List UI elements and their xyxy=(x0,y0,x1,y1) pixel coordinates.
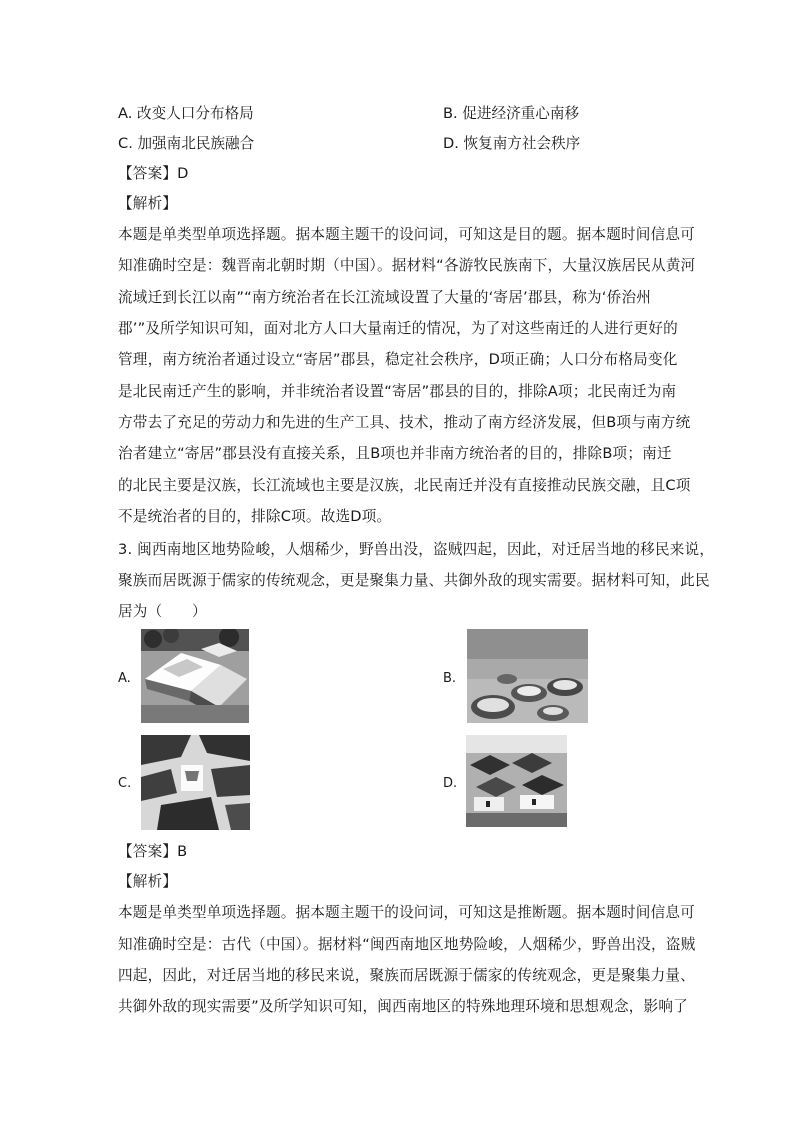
option-b: B. 促进经济重心南移 xyxy=(443,105,580,122)
q2-analysis-line: 方带去了充足的劳动力和先进的生产工具、技术，推动了南方经济发展，但B项与南方统 xyxy=(118,414,691,431)
q2-analysis-line: 流域迁到长江以南”“南方统治者在长江流域设置了大量的‘寄居’郡县，称为‘侨治州 xyxy=(118,289,652,306)
image-option-a-label: A. xyxy=(118,671,131,686)
image-option-b-label: B. xyxy=(443,671,457,686)
image-option-c-label: C. xyxy=(118,776,132,791)
q3-stem-line: 聚族而居既源于儒家的传统观念，更是聚集力量、共御外敌的现实需要。据材料可知，此民 xyxy=(118,572,710,589)
q3-analysis-line: 共御外敌的现实需要”及所学知识可知，闽西南地区的特殊地理环境和思想观念，影响了 xyxy=(118,998,688,1015)
option-a-photo-courtyard-house xyxy=(141,629,249,723)
q2-analysis-line: 的北民主要是汉族，长江流域也主要是汉族，北民南迁并没有直接推动民族交融，且C项 xyxy=(118,477,691,494)
q3-analysis-line: 本题是单类型单项选择题。据本题主题干的设问词，可知这是推断题。据本题时间信息可 xyxy=(118,904,695,921)
q3-stem-line: 居为（ ） xyxy=(118,603,207,620)
option-c-photo-siheyuan-roofs xyxy=(141,735,250,830)
q2-analysis-line: 郡’”及所学知识可知，面对北方人口大量南迁的情况，为了对这些南迁的人进行更好的 xyxy=(118,320,678,337)
option-c: C. 加强南北民族融合 xyxy=(118,135,255,152)
q2-analysis-line: 不是统治者的目的，排除C项。故选D项。 xyxy=(118,508,392,525)
q2-analysis-line: 管理，南方统治者通过设立“寄居”郡县，稳定社会秩序，D项正确；人口分布格局变化 xyxy=(118,351,678,368)
q3-analysis-line: 知准确时空是：古代（中国）。据材料“闽西南地区地势险峻，人烟稀少，野兽出没，盗贼 xyxy=(118,936,696,953)
q2-analysis-line: 是北民南迁产生的影响，并非统治者设置“寄居”郡县的目的，排除A项；北民南迁为南 xyxy=(118,383,677,400)
image-option-d-label: D. xyxy=(443,776,458,791)
option-d: D. 恢复南方社会秩序 xyxy=(443,135,581,152)
q2-analysis-title: 【解析】 xyxy=(118,195,178,212)
option-b-photo-round-earth-buildings xyxy=(467,629,588,723)
option-d-photo-village-houses xyxy=(466,735,567,827)
q2-analysis-line: 治者建立“寄居”郡县没有直接关系，且B项也并非南方统治者的目的，排除B项；南迁 xyxy=(118,445,672,462)
q2-analysis-line: 知准确时空是：魏晋南北朝时期（中国）。据材料“各游牧民族南下，大量汉族居民从黄河 xyxy=(118,257,696,274)
q3-analysis-title: 【解析】 xyxy=(118,873,178,890)
q2-answer: 【答案】D xyxy=(118,165,189,182)
q2-analysis-line: 本题是单类型单项选择题。据本题主题干的设问词，可知这是目的题。据本题时间信息可 xyxy=(118,226,695,243)
q3-stem-line: 3. 闽西南地区地势险峻，人烟稀少，野兽出没，盗贼四起，因此，对迁居当地的移民来说， xyxy=(118,541,715,558)
q3-analysis-line: 四起，因此，对迁居当地的移民来说，聚族而居既源于儒家的传统观念，更是聚集力量、 xyxy=(118,967,695,984)
option-a: A. 改变人口分布格局 xyxy=(118,105,254,122)
q3-answer: 【答案】B xyxy=(118,843,188,860)
